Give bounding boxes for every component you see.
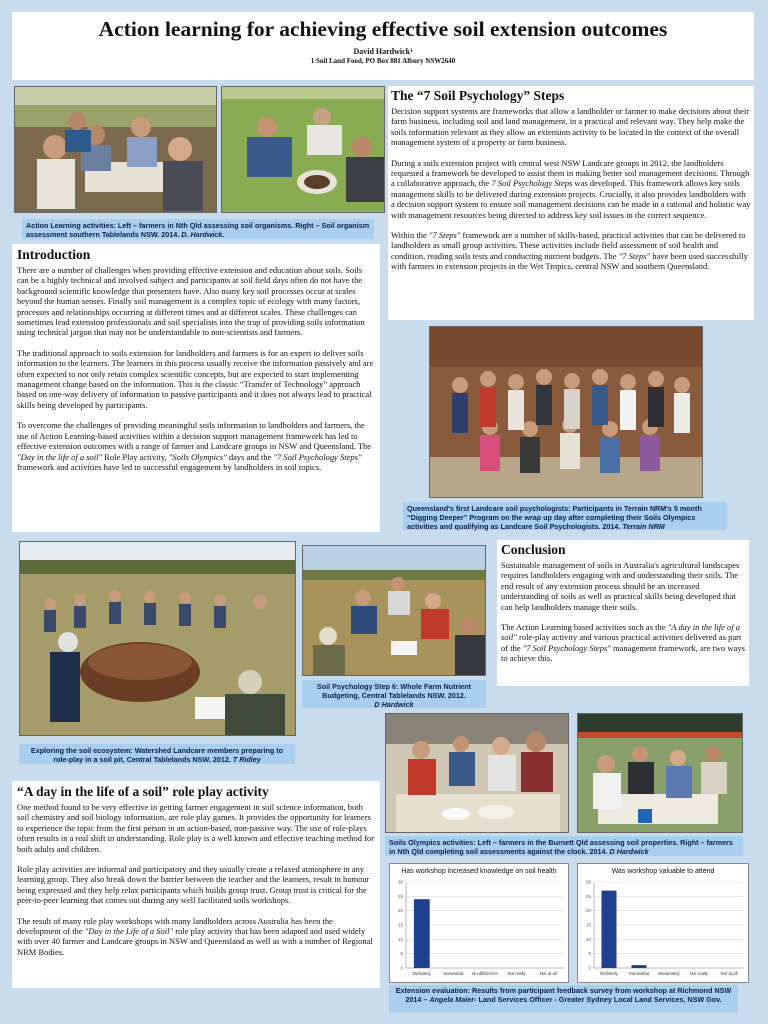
chart-knowledge-soil-health bbox=[389, 863, 569, 983]
introduction-panel bbox=[12, 244, 380, 532]
chart-2-title: Was workshop valuable to attend bbox=[611, 868, 715, 875]
caption-action-learning-text: Action Learning activities: Left – farmers in Nth Qld assessing soil organisms. Right – Soil organism assessment southern Tablelands NSW. 2014. bbox=[26, 221, 370, 239]
chart-2-ytick-label: 20 bbox=[585, 908, 591, 914]
chart-workshop-valuable bbox=[577, 863, 749, 983]
chart-1-category-label: Definitely bbox=[412, 971, 431, 976]
conclusion-panel bbox=[497, 540, 749, 686]
chart-2-ytick-label: 30 bbox=[585, 879, 591, 885]
caption-olympics-text: Soils Olympics activities: Left – farmers in the Burnett Qld assessing soil properties. Right – farmers in Nth Qld completing soil assessments against the clock. 2014. bbox=[389, 838, 733, 856]
roleplay-paragraph-1: One method found to be very effective in getting farmer engagement in soil science information, both soil chemistry and soil biology information, are role play games. It provides the opportunity for learners to experience the topic from the first person in an action-based, non-passive way. The use of role-plays often results in a real shift in understanding. Role play is a well known and effective teaching method for both adults and children. bbox=[17, 802, 374, 854]
chart-2-ytick-label: 25 bbox=[585, 893, 591, 899]
chart-1-ytick-label: 30 bbox=[397, 879, 403, 885]
chart-1-category-label: No difference bbox=[472, 971, 498, 976]
chart-1-ytick-label: 10 bbox=[397, 936, 403, 942]
caption-action-learning bbox=[22, 219, 374, 239]
introduction-heading: Introduction bbox=[17, 247, 91, 262]
chart-1-title: Has workshop increased knowledge on soil health bbox=[401, 868, 557, 875]
roleplay-panel bbox=[12, 781, 380, 988]
steps-paragraph-1: Decision support systems are frameworks that allow a landholder or farmer to make decisions about their farm business, including soil and land management, in a practical and relevant way. They help make the soils information relevant as they allow an extension activity to be located in the context of the overall management system of a property or farm business. bbox=[391, 106, 750, 148]
roleplay-paragraph-2: Role play activities are informal and participatory and they usually create a relaxed atmosphere in any learning group. They also break down the barrier between the teacher and the learners, result in humour being expressed and they help relax participants which builds group trust. Group trust is critical for the peer-to-peer learning that comes out during any well facilitated soils workshops. bbox=[17, 864, 370, 906]
photo-whole-farm-budget bbox=[302, 545, 486, 676]
caption-step-6 bbox=[302, 680, 486, 708]
photo-landcare-group bbox=[429, 326, 703, 498]
chart-1-category-label: Not at all bbox=[539, 971, 557, 976]
introduction-paragraph-3: To overcome the challenges of providing meaningful soils information to landholders and farmers, the use of Action Learning-based activities within a decision support management framework has led to effective extension outcomes with a range of farmer and Landcare groups in NSW and Queensland. The "Day in the life of a soil" Role Play activity, "Soils Olympics" days and the "7 Soil Psychology Steps" framework and activities have led to successful engagement by landholders in soil topics. bbox=[17, 420, 372, 472]
author: David Hardwick¹ bbox=[353, 47, 413, 56]
caption-evaluation-credit: Angela Maier bbox=[429, 995, 475, 1004]
steps-paragraph-3: Within the "7 Steps" framework are a number of skills-based, practical activities that can be delivered to landholders as small group activities. These activities include field assessment of soil health and condition, reading soils tests and conducting nutrient budgets. The "7 Steps" have been used successfully with farmers in extension projects in the Wet Tropics, central NSW and southern Queensland. bbox=[391, 230, 748, 272]
chart-1-svg bbox=[390, 864, 570, 984]
photo-burnett-assessment bbox=[385, 713, 569, 833]
header-panel bbox=[12, 12, 754, 80]
chart-2-category-label: Moderately bbox=[658, 971, 680, 976]
chart-1-ytick-label: 5 bbox=[400, 951, 403, 957]
caption-soils-olympics bbox=[385, 836, 743, 856]
chart-2-category-label: Not really bbox=[689, 971, 709, 976]
conclusion-heading: Conclusion bbox=[501, 542, 566, 557]
chart-2-category-label: Definitely bbox=[600, 971, 618, 976]
chart-2-ytick-label: 0 bbox=[588, 965, 591, 971]
photo-soil-organism-assessment bbox=[221, 86, 385, 213]
caption-olympics-credit: D Hardwick bbox=[609, 847, 649, 856]
chart-1-ytick-label: 0 bbox=[400, 965, 403, 971]
chart-2-bar-definitely bbox=[602, 891, 617, 968]
photo-soil-pit bbox=[19, 541, 296, 736]
steps-paragraph-2: During a soils extension project with central west NSW Landcare groups in 2012, the landholders requested a framework be developed to assist them in making better soil management decisions. Through a collaborative approach, the 7 Soil Psychology Steps was developed. This framework allows key soils management skills to be delivered during extension projects. Crucially, it also provides landholders with a decision support system to ensure soil management decisions can be made in a rational and holistic way with management resources being directed to address key soil issues in the correct sequence. bbox=[391, 157, 751, 220]
affiliation: 1 Soil Land Food, PO Box 881 Albury NSW2640 bbox=[310, 57, 456, 65]
chart-2-bar-somewhat bbox=[632, 965, 647, 968]
caption-qld-credit: Terrain NRM bbox=[622, 522, 665, 531]
chart-1-ytick-label: 20 bbox=[397, 908, 403, 914]
photo-timed-assessment bbox=[577, 713, 743, 833]
chart-1-category-label: Somewhat bbox=[443, 971, 464, 976]
chart-1-category-label: Not really bbox=[507, 971, 526, 976]
caption-evaluation-tail: - Land Services Officer - Greater Sydney Local Land Services, NSW Gov. bbox=[474, 995, 722, 1004]
roleplay-paragraph-3: The result of many role play workshops with many landholders across Australia has been the development of the "Day in the Life of a Soil" role play activity that has been adapted and used widely with over 40 farmer and Landcare groups in NSW and Queensland as well as with a number of Regional NRM Bodies. bbox=[17, 915, 373, 957]
caption-pit-text: Exploring the soil ecosystem: Watershed Landcare members preparing to role-play in a soil pit, Central Tablelands NSW. 2012. bbox=[30, 746, 284, 764]
chart-2-category-label: Somewhat bbox=[628, 971, 650, 976]
caption-extension-evaluation bbox=[389, 985, 738, 1013]
chart-2-ytick-label: 10 bbox=[585, 936, 591, 942]
introduction-paragraph-1: There are a number of challenges when providing effective extension and education about soils. Soils can be a highly technical and involved subject and participants at soil field days often do not have the background scientific knowledge that presenters have. Also many key soil processes occur at scales beyond the human senses. Finally soil management is a complex topic of ecology with many factors, processes and relationships occurring at different times and at different scales. These challenges can sometimes lead extension professionals and soil specialists into the trap of providing soils information using technical jargon that may not be understandable to non-scientists and farmers. bbox=[17, 265, 365, 338]
poster-title: Action learning for achieving effective soil extension outcomes bbox=[98, 17, 668, 41]
caption-step6-text: Soil Psychology Step 6: Whole Farm Nutrient Budgeting, Central Tablelands NSW. 2012. bbox=[316, 682, 472, 700]
photo-farmers-nth-qld bbox=[14, 86, 217, 213]
steps-panel bbox=[388, 86, 754, 320]
introduction-paragraph-2: The traditional approach to soils extension for landholders and farmers is for an expert to deliver soils information to the learners. The learners in this process usually receive the information passively and are often expected to not only retain complex scientific concepts, but are expected to start implementing management change based on the information. This is the classic “Transfer of Technology” approach based on one-way delivery of information to passive participants and it does not always lead to practical skills being developed by participants. bbox=[17, 347, 374, 410]
chart-1-bar-definitely bbox=[414, 899, 430, 968]
roleplay-heading: “A day in the life of a soil” role play activity bbox=[17, 784, 269, 799]
conclusion-paragraph-2: The Action Learning based activities such as the "A day in the life of a soil" role-play activity and various practical activities delivered as part of the "7 Soil Psychology Steps" management framework, are two ways to achieve this. bbox=[501, 622, 745, 664]
caption-step6-credit: D Hardwick bbox=[374, 700, 414, 709]
chart-1-ytick-label: 15 bbox=[397, 922, 403, 928]
caption-soil-pit bbox=[19, 744, 295, 764]
caption-action-learning-credit: D. Hardwick. bbox=[181, 230, 225, 239]
chart-1-ytick-label: 25 bbox=[397, 893, 403, 899]
chart-2-ytick-label: 15 bbox=[585, 922, 591, 928]
steps-heading: The “7 Soil Psychology” Steps bbox=[391, 88, 565, 103]
chart-2-category-label: Not at all bbox=[720, 971, 738, 976]
conclusion-paragraph-1: Sustainable management of soils in Australia's agricultural landscapes requires landholders engaging with and understanding their soils. The end result of any extension process should be an increased understanding of soils as well as practical skills being developed that can help landholders manage their soils. bbox=[501, 560, 740, 612]
caption-evaluation-lead: Extension evaluation: Results from participant feedback survey from workshop at Richmond NSW 2014 – bbox=[395, 986, 732, 1004]
caption-pit-credit: T Ridley bbox=[232, 755, 261, 764]
caption-qld-soil-psychologists bbox=[403, 502, 727, 530]
chart-2-svg bbox=[578, 864, 750, 984]
chart-2-ytick-label: 5 bbox=[588, 951, 591, 957]
caption-qld-text: Queensland's first Landcare soil psychologists: Participants in Terrain NRM's 5 month “Digging Deeper” Program on the wrap up day after completing their Soils Olympics activities and qualifying as Landcare Soil Psychologists. 2014. bbox=[407, 504, 702, 531]
